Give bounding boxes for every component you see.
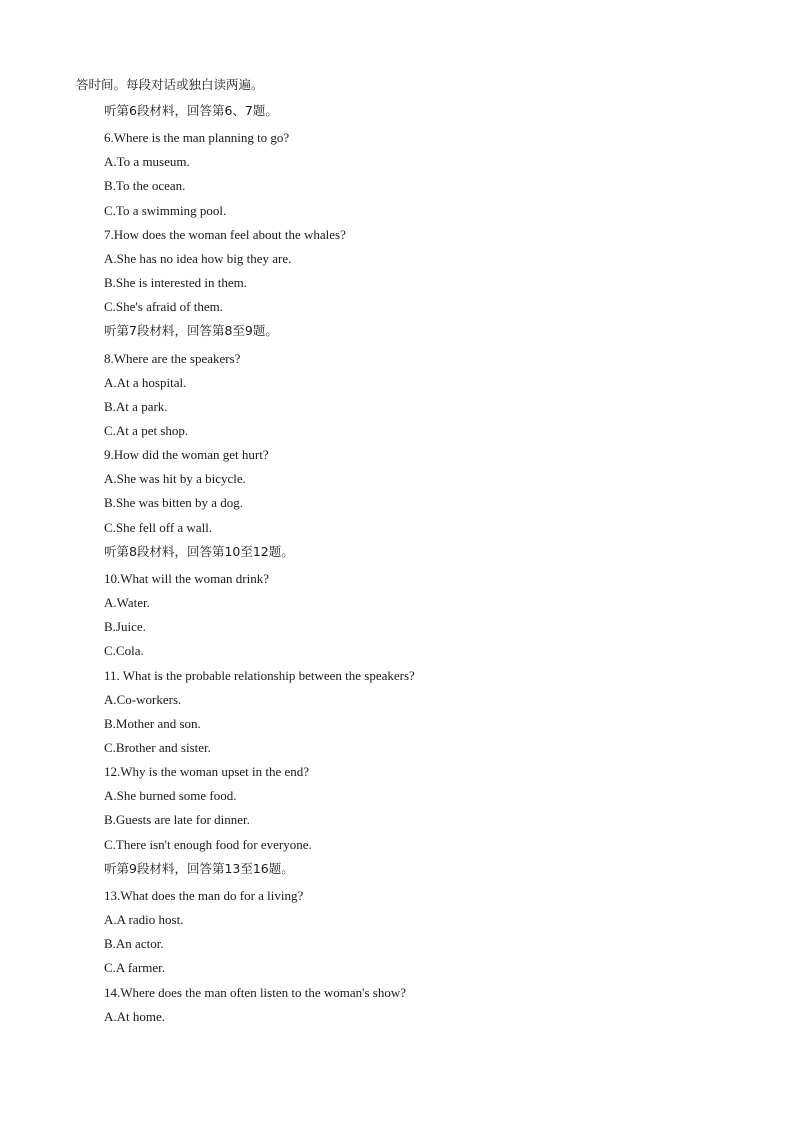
question-9: 9.How did the woman get hurt?	[104, 447, 269, 462]
option-9c: C.She fell off a wall.	[104, 520, 213, 535]
section-heading-8: 听第8段材料，回答第10至12题。	[104, 544, 294, 559]
option-10c: C.Cola.	[104, 643, 144, 658]
question-12: 12.Why is the woman upset in the end?	[104, 764, 310, 779]
option-6b: B.To the ocean.	[104, 178, 186, 193]
question-8: 8.Where are the speakers?	[104, 351, 241, 366]
option-10a: A.Water.	[104, 595, 150, 610]
section-heading-9: 听第9段材料，回答第13至16题。	[104, 861, 294, 876]
option-6c: C.To a swimming pool.	[104, 203, 227, 218]
question-6: 6.Where is the man planning to go?	[104, 130, 290, 145]
instructions-continuation: 答时间。每段对话或独白读两遍。	[76, 77, 264, 92]
option-7a: A.She has no idea how big they are.	[104, 251, 292, 266]
option-7b: B.She is interested in them.	[104, 275, 247, 290]
option-8b: B.At a park.	[104, 399, 168, 414]
question-11: 11. What is the probable relationship between the speakers?	[104, 668, 415, 683]
section-heading-6: 听第6段材料，回答第6、7题。	[104, 103, 278, 118]
option-12b: B.Guests are late for dinner.	[104, 812, 250, 827]
option-11b: B.Mother and son.	[104, 716, 201, 731]
option-11c: C.Brother and sister.	[104, 740, 211, 755]
option-13c: C.A farmer.	[104, 960, 166, 975]
option-8c: C.At a pet shop.	[104, 423, 189, 438]
option-9b: B.She was bitten by a dog.	[104, 495, 244, 510]
option-14a: A.At home.	[104, 1009, 166, 1024]
option-8a: A.At a hospital.	[104, 375, 187, 390]
option-7c: C.She's afraid of them.	[104, 299, 223, 314]
option-6a: A.To a museum.	[104, 154, 190, 169]
question-14: 14.Where does the man often listen to the woman's show?	[104, 985, 406, 1000]
option-12c: C.There isn't enough food for everyone.	[104, 837, 312, 852]
section-heading-7: 听第7段材料，回答第8至9题。	[104, 323, 278, 338]
question-13: 13.What does the man do for a living?	[104, 888, 304, 903]
option-9a: A.She was hit by a bicycle.	[104, 471, 246, 486]
question-10: 10.What will the woman drink?	[104, 571, 269, 586]
option-10b: B.Juice.	[104, 619, 146, 634]
option-13b: B.An actor.	[104, 936, 164, 951]
option-13a: A.A radio host.	[104, 912, 184, 927]
option-11a: A.Co-workers.	[104, 692, 182, 707]
option-12a: A.She burned some food.	[104, 788, 237, 803]
question-7: 7.How does the woman feel about the whales?	[104, 227, 346, 242]
